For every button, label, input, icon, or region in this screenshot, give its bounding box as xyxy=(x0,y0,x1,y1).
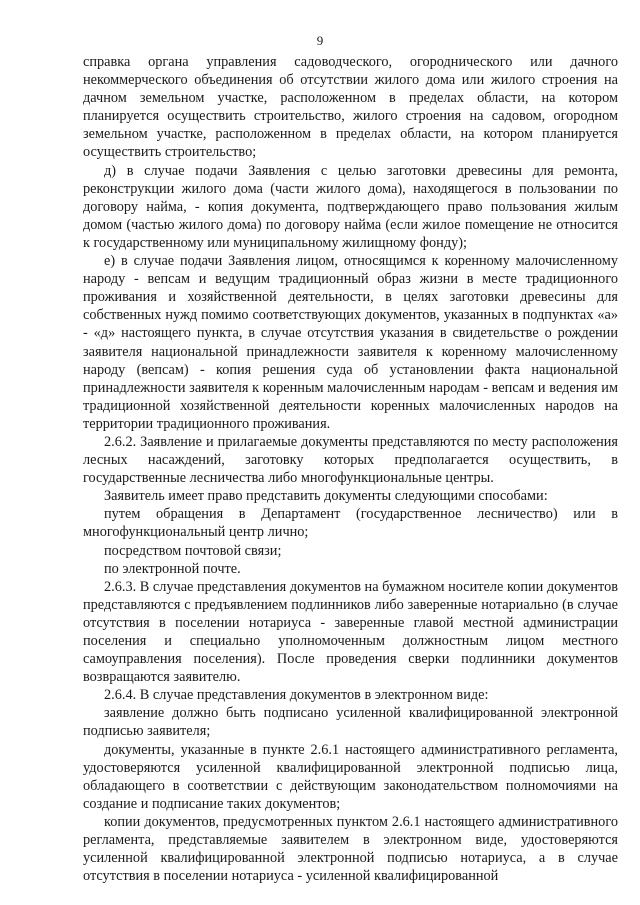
paragraph-2-6-3: 2.6.3. В случае представления документов на бумажном носителе копии документов представляются с предъявлением подлинников либо заверенные нотариально (в случае отсутствия в поселении нотариуса - заверенные главой местной администрации поселения и специально уполномоченным должностным лицом местного самоуправления поселения). После проведения сверки подлинники документов возвращаются заявителю. xyxy=(83,578,618,686)
paragraph-copies-signature: копии документов, предусмотренных пунктом 2.6.1 настоящего административного регламента, представляемые заявителем в электронном виде, удостоверяются усиленной квалифицированной электронной подписью нотариуса, а в случае отсутствия в поселении нотариуса - усиленной квалифицированной xyxy=(83,813,618,885)
paragraph-item-d: д) в случае подачи Заявления с целью заготовки древесины для ремонта, реконструкции жилого дома (части жилого дома), находящегося в пользовании по договору найма, - копия документа, подтверждающего право пользования жилым домом (частью жилого дома) по договору найма (если жилое помещение не относится к государственному или муниципальному жилищному фонду); xyxy=(83,162,618,251)
paragraph-2-6-2: 2.6.2. Заявление и прилагаемые документы представляются по месту расположения лесных насаждений, заготовку которых предполагается осуществить, в государственные лесничества либо многофункциональные центры. xyxy=(83,433,618,487)
paragraph-certificate: справка органа управления садоводческого, огороднического или дачного некоммерческого объединения об отсутствии жилого дома или жилого строения на дачном земельном участке, расположенном в пределах области, на котором планируется осуществить строительство, жилого строения на садовом, огородном земельном участке, расположенном в пределах области, на котором планируется осуществить строительство; xyxy=(83,54,618,161)
paragraph-documents-signature: документы, указанные в пункте 2.6.1 настоящего административного регламента, удостоверяются усиленной квалифицированной электронной подписью лица, обладающего в соответствии с действующим законодательством полномочиями на создание и подписание таких документов; xyxy=(83,741,618,812)
page-number: 9 xyxy=(316,33,324,48)
paragraph-item-e: е) в случае подачи Заявления лицом, относящимся к коренному малочисленному народу - вепсам и ведущим традиционный образ жизни в месте традиционного проживания и хозяйственной деятельности, в целях заготовки древесины для собственных нужд помимо соответствующих документов, указанных в подпунктах «а» - «д» настоящего пункта, в случае отсутствия указания в свидетельстве о рождении заявителя национальной принадлежности заявителя к коренному малочисленному народу (вепсам) - копия решения суда об установлении факта национальной принадлежности заявителя к коренным малочисленным народам - вепсам и ведения им традиционной хозяйственной деятельности коренных малочисленных народов на территории традиционного проживания. xyxy=(83,253,618,432)
paragraph-2-6-4: 2.6.4. В случае представления документов в электронном виде: xyxy=(104,687,489,704)
paragraph-method-in-person: путем обращения в Департамент (государственное лесничество) или в многофункциональный центр лично; xyxy=(83,506,618,541)
document-body xyxy=(83,53,618,885)
paragraph-submission-methods: Заявитель имеет право представить документы следующими способами: xyxy=(104,488,548,505)
paragraph-method-email: по электронной почте. xyxy=(104,560,241,577)
paragraph-method-post: посредством почтовой связи; xyxy=(104,542,282,559)
paragraph-application-signature: заявление должно быть подписано усиленной квалифицированной электронной подписью заявителя; xyxy=(83,705,618,740)
